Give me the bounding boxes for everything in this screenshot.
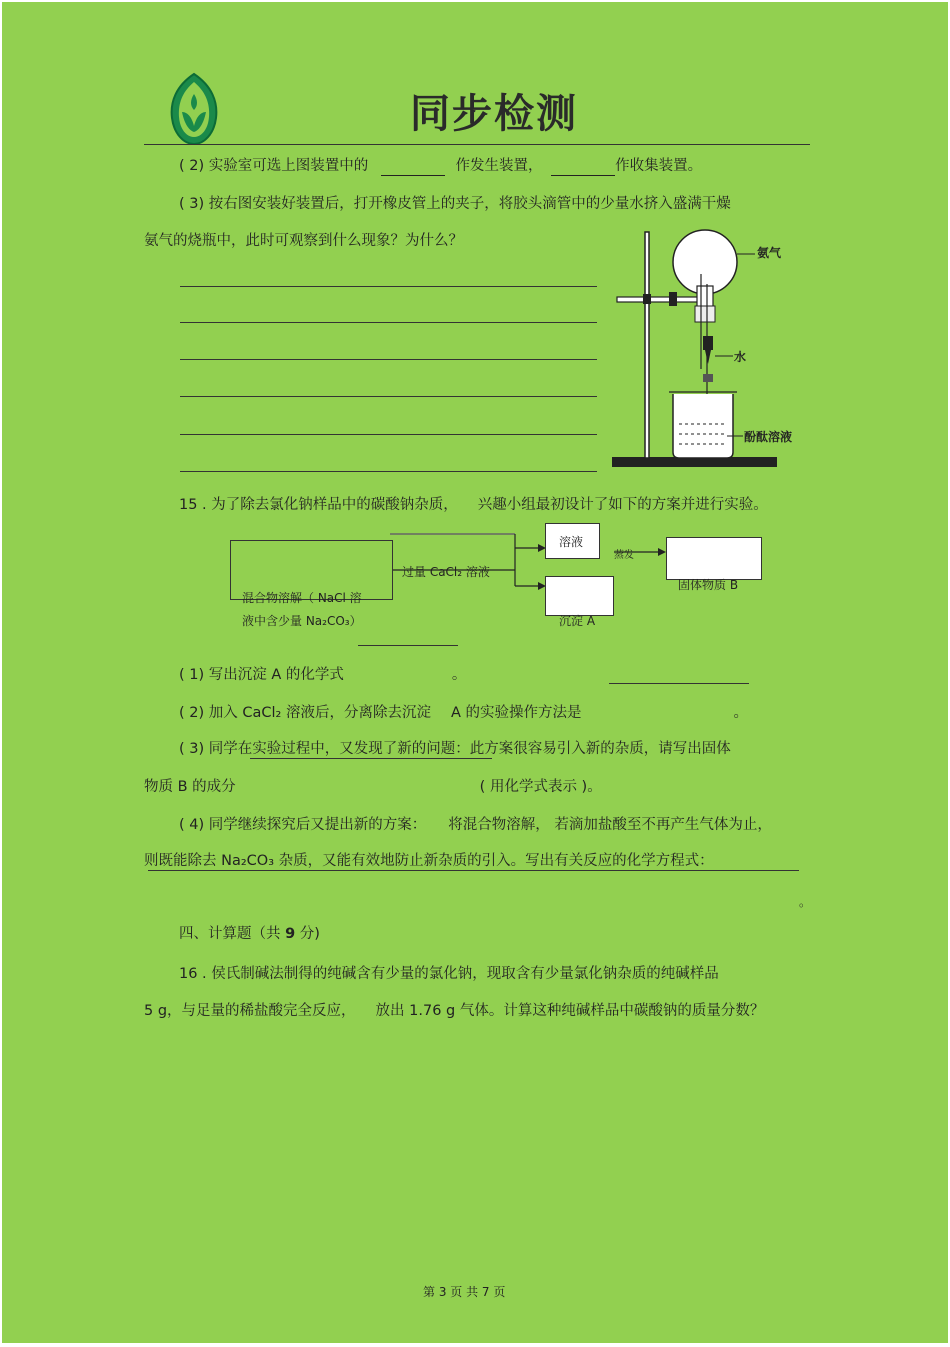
flow-evaporate-label: 蒸发 [614,550,634,561]
flow-mixture-line2: 液中含少量 Na₂CO₃） [242,614,362,628]
answer-line[interactable] [180,359,597,360]
flow-solid-label: 固体物质 B [678,578,739,592]
text-underline [250,758,492,759]
logo-leaf-icon [168,72,220,146]
answer-line[interactable] [180,471,597,472]
q15-part3-line1: ( 3) 同学在实验过程中，又发现了新的问题：此方案很容易引入新的杂质，请写出固体 [179,741,731,757]
label-water: 水 [734,350,747,364]
q15-part4-end: 。 [799,895,812,909]
answer-line[interactable] [180,286,597,287]
q14-part3-line1: ( 3) 按右图安装好装置后，打开橡皮管上的夹子，将胶头滴管中的少量水挤入盛满干燥 [179,196,731,212]
q15-part4-line1: ( 4) 同学继续探究后又提出新的方案： 将混合物溶解， 若滴加盐酸至不再产生气体为止， [179,817,772,833]
flow-reagent-label: 过量 CaCl₂ 溶液 [402,565,490,579]
flow-precipitate-box [545,576,614,616]
flow-underline [358,645,458,646]
section4-title: 四、计算题（共 9 分) [179,926,320,942]
answer-line[interactable] [148,870,799,871]
label-phenolphthalein: 酚酞溶液 [744,430,793,444]
answer-line[interactable] [180,434,597,435]
page-number: 第 3 页 共 7 页 [423,1285,506,1299]
q16-line1: 16 . 侯氏制碱法制得的纯碱含有少量的氯化钠，现取含有少量氯化钠杂质的纯碱样品 [179,966,719,982]
answer-line[interactable] [180,396,597,397]
q15-part1: ( 1) 写出沉淀 A 的化学式 。 [179,667,467,683]
header-divider [144,144,810,145]
q15-part3-line2: 物质 B 的成分 ( 用化学式表示 )。 [144,779,602,795]
page [2,2,948,1343]
answer-line[interactable] [609,683,749,684]
flow-solution-label: 溶液 [559,535,584,549]
flow-mixture-line1: 混合物溶解（ NaCl 溶 [242,591,362,605]
answer-blank[interactable] [551,159,615,176]
q15-part2: ( 2) 加入 CaCl₂ 溶液后，分离除去沉淀 A 的实验操作方法是 。 [179,705,748,721]
label-ammonia: 氨气 [757,246,782,260]
answer-blank[interactable] [381,159,445,176]
q16-line2: 5 g，与足量的稀盐酸完全反应， 放出 1.76 g 气体。计算这种纯碱样品中碳酸钠的质量分数？ [144,1003,765,1019]
q15-part4-line2: 则既能除去 Na₂CO₃ 杂质，又能有效地防止新杂质的引入。写出有关反应的化学方程式： [144,853,714,869]
answer-line[interactable] [180,322,597,323]
flow-arrows [390,530,670,600]
flow-solid-box [666,537,762,580]
q14-part2: ( 2) 实验室可选上图装置中的 作发生装置， 作收集装置。 [179,158,703,174]
flow-precipitate-label: 沉淀 A [559,614,596,628]
q15-intro: 15 . 为了除去氯化钠样品中的碳酸钠杂质， 兴趣小组最初设计了如下的方案并进行实验。 [179,497,768,513]
page-title: 同步检测 [410,91,578,137]
q14-part3-line2: 氨气的烧瓶中，此时可观察到什么现象？为什么？ [144,233,463,249]
